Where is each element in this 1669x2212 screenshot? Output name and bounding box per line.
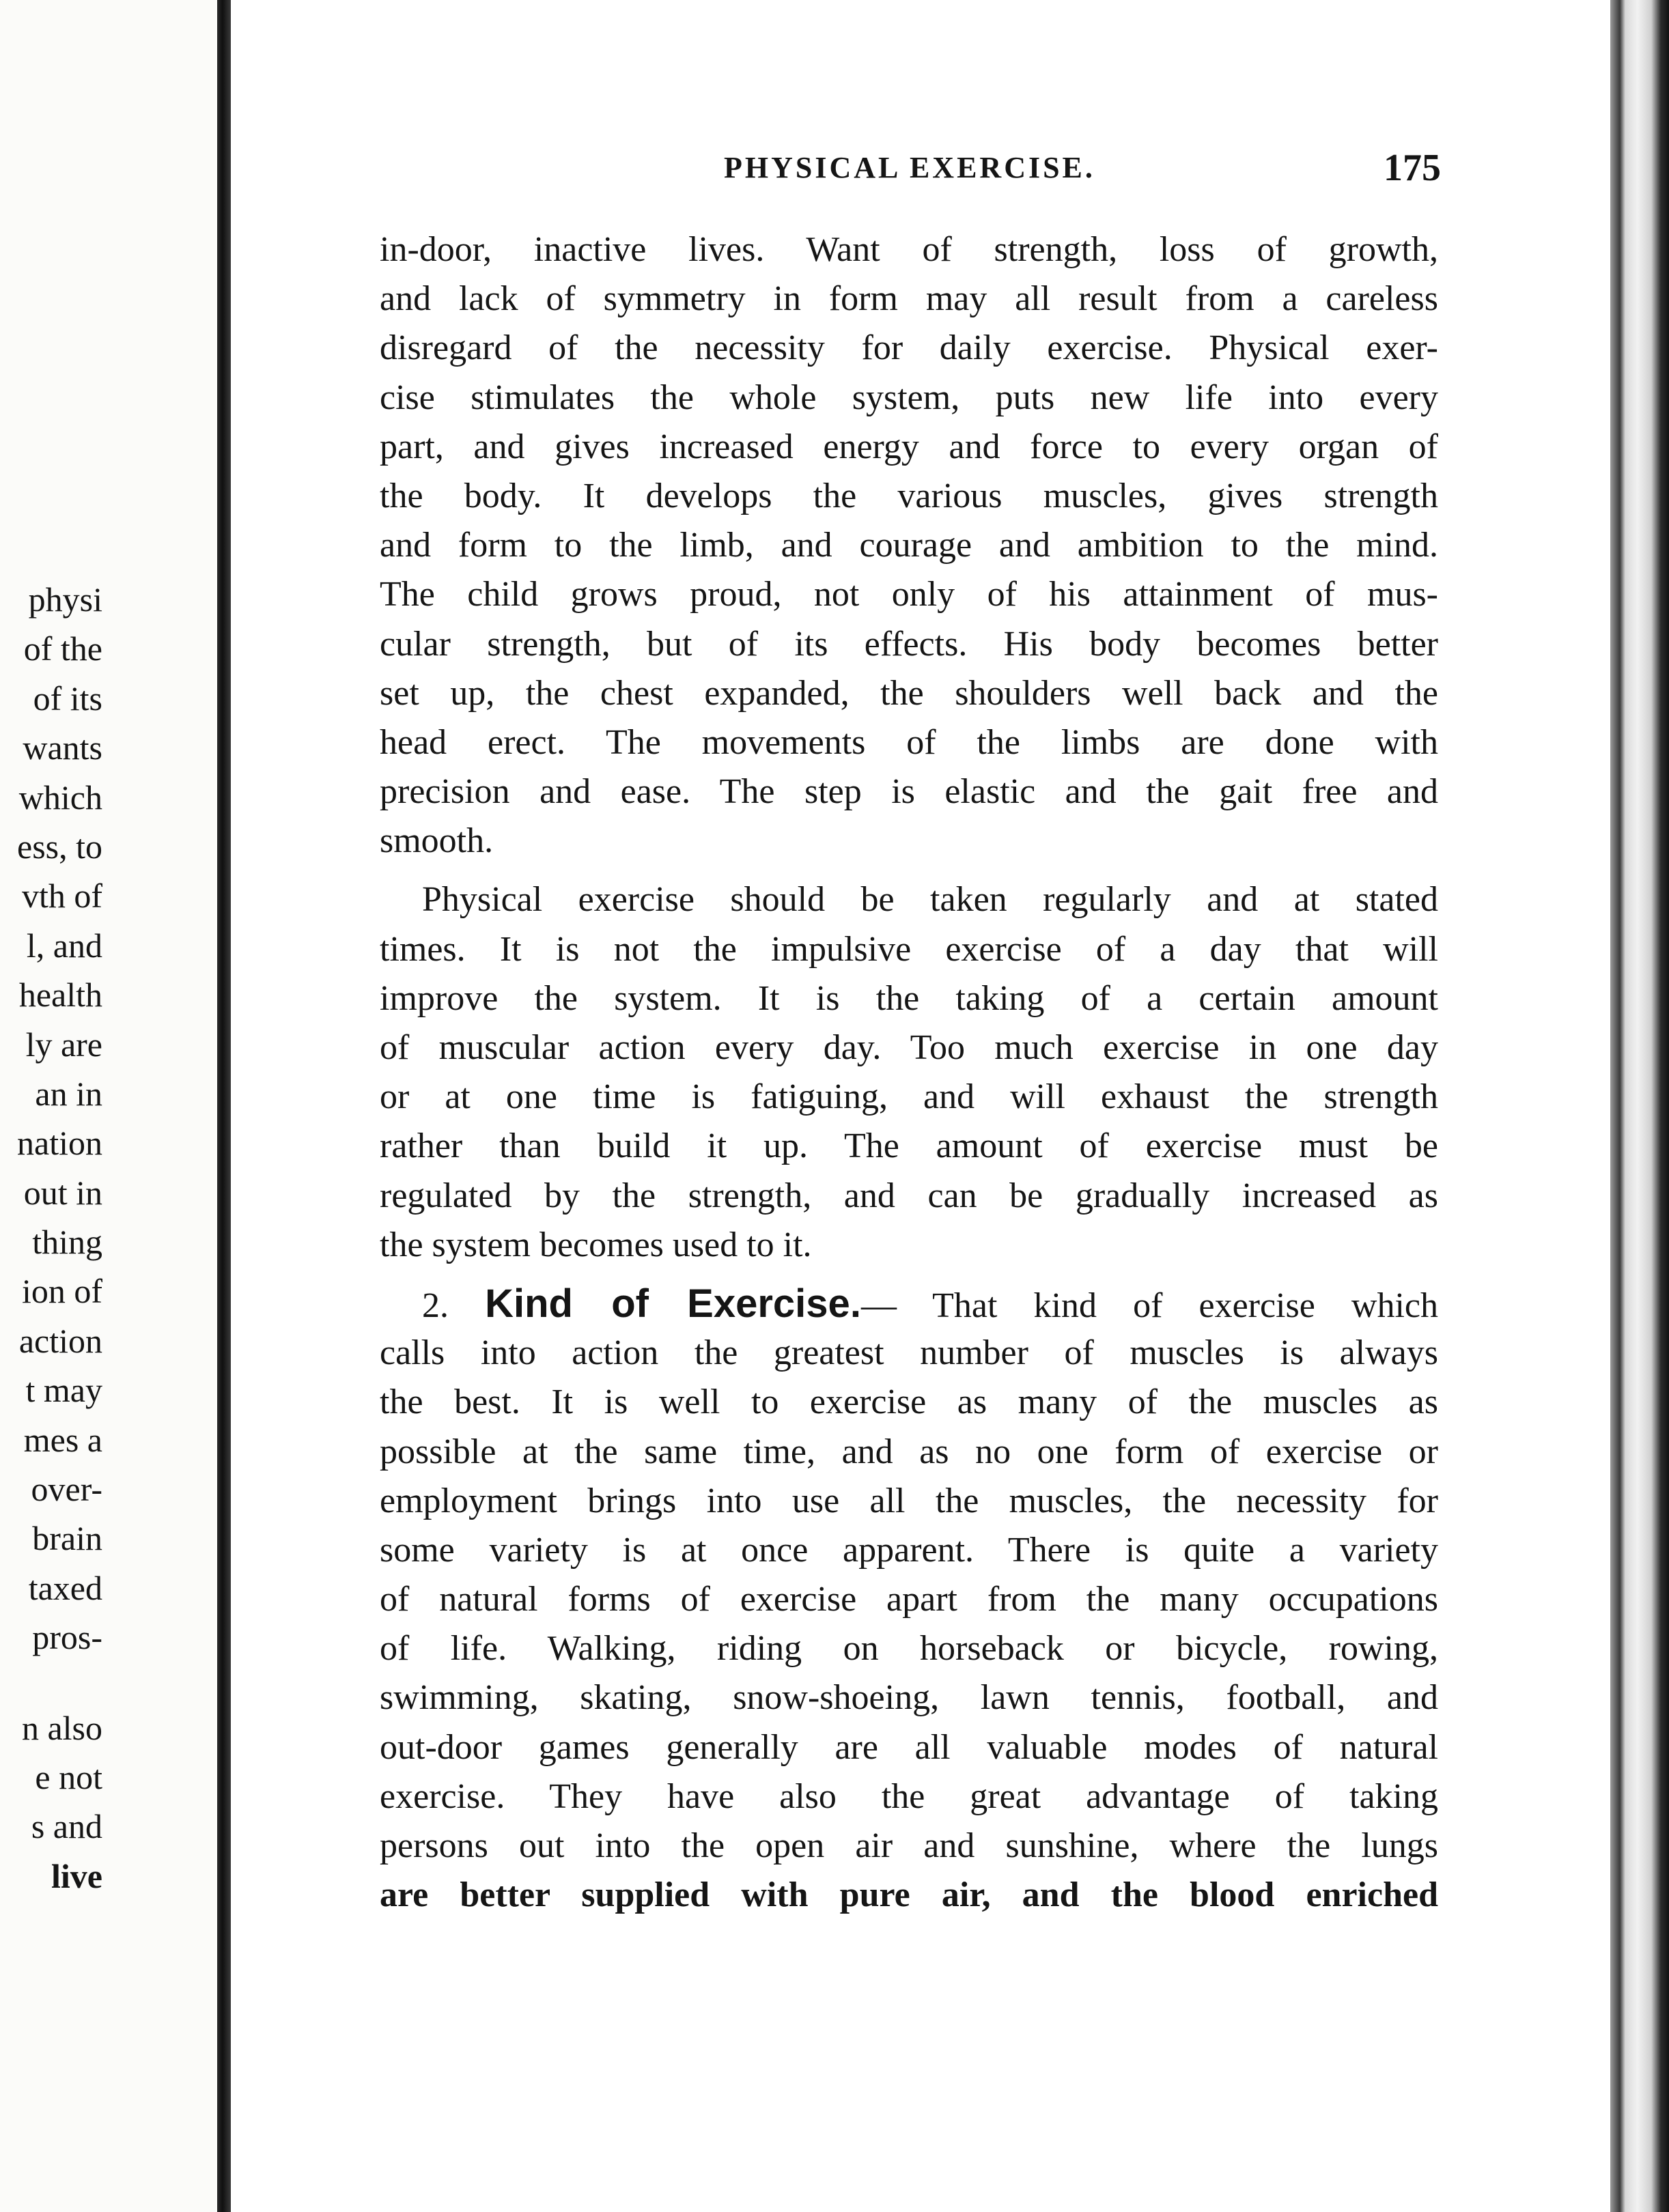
section-heading: Kind of Exercise. (485, 1281, 861, 1326)
text-line: possible at the same time, and as no one form of exercise or (380, 1432, 1438, 1471)
text-line: in-door, inactive lives. Want of strength, loss of growth, (380, 230, 1438, 269)
left-page-line: of its (33, 679, 102, 718)
left-page-line: ion of (21, 1272, 102, 1311)
text-line: calls into action the greatest number of muscles is always (380, 1333, 1438, 1373)
text-line: of muscular action every day. Too much exercise in one day (380, 1028, 1438, 1067)
text-line: part, and gives increased energy and force to every organ of (380, 427, 1438, 466)
text-line: out-door games generally are all valuable modes of natural (380, 1727, 1438, 1767)
text-line: or at one time is fatiguing, and will exhaust the strength (380, 1077, 1438, 1117)
left-page-line: health (18, 976, 102, 1015)
left-page-line: s and (31, 1807, 102, 1846)
text-line: exercise. They have also the great advantage of taking (380, 1776, 1438, 1816)
text-line: are better supplied with pure air, and the blood enriched (380, 1875, 1438, 1915)
page-edge-shadow (1610, 0, 1669, 2212)
text-line: precision and ease. The step is elastic and the gait free and (380, 772, 1438, 812)
left-page-line: out in (23, 1173, 102, 1212)
text-line: cular strength, but of its effects. His body becomes better (380, 624, 1438, 664)
text-line: regulated by the strength, and can be gradually increased as (380, 1176, 1438, 1215)
left-page-line: pros- (32, 1618, 102, 1657)
left-page-line: wants (23, 728, 102, 767)
paragraph-2 (380, 875, 1438, 1270)
left-facing-page (0, 0, 219, 2212)
left-page-line: taxed (28, 1568, 102, 1607)
text-line: The child grows proud, not only of his attainment of mus- (380, 575, 1438, 614)
left-page-line: an in (35, 1074, 102, 1113)
left-page-line: of the (23, 629, 102, 668)
left-page-line: ly are (25, 1025, 102, 1064)
text-line: the body. It develops the various muscles, gives strength (380, 476, 1438, 515)
page-number: 175 (1384, 147, 1441, 189)
text-line: Physical exercise should be taken regularly and at stated (422, 880, 1438, 920)
left-page-line: live (51, 1856, 102, 1895)
section-heading-line (380, 1279, 1438, 1329)
left-page-line: l, and (26, 926, 102, 965)
running-head (724, 147, 1441, 198)
spacer (0, 1662, 102, 1703)
section-kind-of-exercise (380, 1279, 1438, 1920)
book-gutter (217, 0, 231, 2212)
text-line: swimming, skating, snow-shoeing, lawn tennis, football, and (380, 1678, 1438, 1718)
left-page-line: brain (32, 1519, 102, 1558)
left-page-line: e not (35, 1757, 102, 1796)
text-line: disregard of the necessity for daily exercise. Physical exer- (380, 328, 1438, 368)
paragraph-1 (380, 225, 1438, 866)
left-page-line: ess, to (17, 827, 102, 866)
left-page-line: which (18, 778, 102, 817)
text-line: set up, the chest expanded, the shoulders well back and the (380, 673, 1438, 713)
left-page-line: action (18, 1321, 102, 1360)
text-line: of life. Walking, riding on horseback or bicycle, rowing, (380, 1629, 1438, 1669)
text-line: times. It is not the impulsive exercise of a day that will (380, 929, 1438, 969)
left-page-line: nation (17, 1124, 102, 1163)
text-line: employment brings into use all the muscles, the necessity for (380, 1481, 1438, 1520)
left-page-line: physi (28, 580, 102, 619)
text-line: rather than build it up. The amount of exercise must be (380, 1126, 1438, 1166)
text-line: smooth. (380, 821, 494, 861)
section-number: 2. (422, 1286, 449, 1325)
text-line: the system becomes used to it. (380, 1225, 812, 1264)
text-line: improve the system. It is the taking of a certain amount (380, 978, 1438, 1018)
section-body (380, 1329, 1438, 1920)
text-line: of natural forms of exercise apart from the many occupations (380, 1580, 1438, 1619)
left-page-text-fragments (0, 575, 102, 1901)
section-first-line-text: — That kind of exercise which (860, 1286, 1438, 1325)
left-page-line: t may (25, 1371, 102, 1410)
text-line: persons out into the open air and sunshine, where the lungs (380, 1826, 1438, 1865)
text-line: cise stimulates the whole system, puts new life into every (380, 378, 1438, 417)
left-page-line: thing (32, 1223, 102, 1262)
text-line: and lack of symmetry in form may all result from a careless (380, 279, 1438, 319)
text-line: some variety is at once apparent. There is quite a variety (380, 1530, 1438, 1570)
text-line: and form to the limb, and courage and ambition to the mind. (380, 526, 1438, 565)
left-page-line: over- (31, 1470, 102, 1509)
left-page-line: n also (21, 1708, 102, 1747)
body-text (380, 225, 1438, 1920)
left-page-line: mes a (23, 1420, 102, 1459)
text-line: head erect. The movements of the limbs are done with (380, 722, 1438, 762)
left-page-line: vth of (21, 877, 102, 916)
text-line: the best. It is well to exercise as many of the muscles as (380, 1382, 1438, 1422)
running-head-title: PHYSICAL EXERCISE. (724, 151, 1095, 184)
